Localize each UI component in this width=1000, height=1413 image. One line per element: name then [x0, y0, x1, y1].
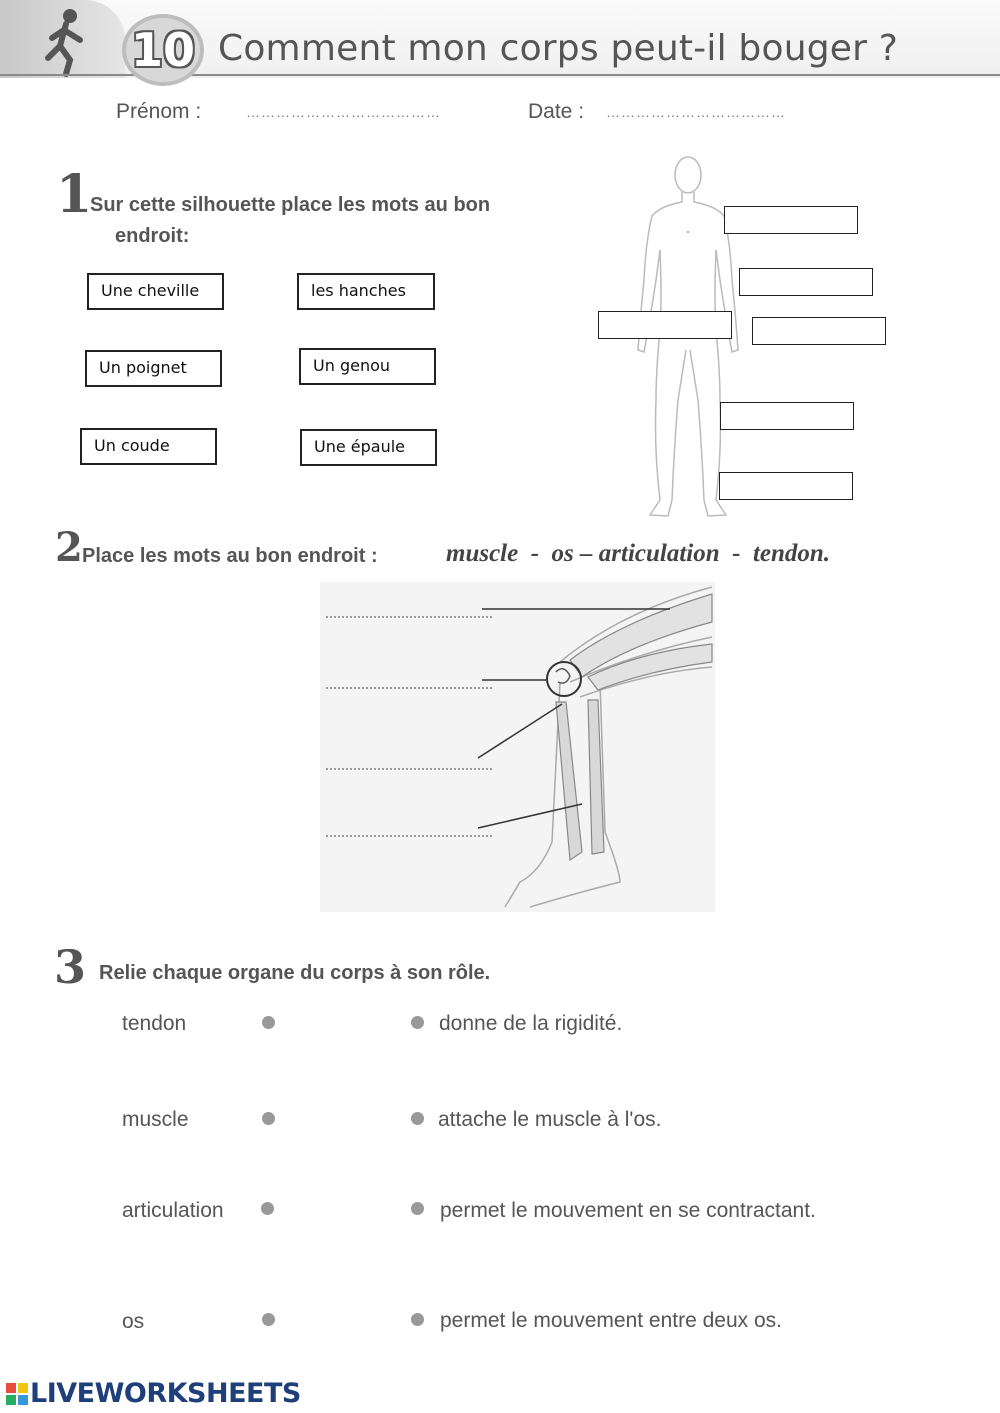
- prenom-label: Prénom :: [116, 100, 202, 123]
- date-label: Date :: [528, 100, 585, 123]
- prenom-field[interactable]: …………………………………: [246, 104, 441, 120]
- right-connector-dot[interactable]: [411, 1313, 424, 1326]
- liveworksheets-logo[interactable]: [6, 1378, 301, 1409]
- word-card[interactable]: Une épaule: [300, 429, 437, 466]
- section-1-number: 1: [56, 164, 93, 225]
- section-3-number: 3: [54, 940, 87, 994]
- leg-illustration: [320, 582, 715, 912]
- role-label: attache le muscle à l'os.: [438, 1108, 662, 1131]
- section-1-question-line2: endroit:: [115, 225, 190, 247]
- answer-box[interactable]: [752, 317, 886, 345]
- left-connector-dot[interactable]: [262, 1016, 275, 1029]
- left-connector-dot[interactable]: [262, 1313, 275, 1326]
- leg-answer-line[interactable]: [326, 687, 492, 689]
- organ-label: tendon: [122, 1012, 187, 1035]
- logo-text: LIVEWORKSHEETS: [30, 1378, 301, 1409]
- answer-box[interactable]: [720, 402, 854, 430]
- organ-label: muscle: [122, 1108, 189, 1131]
- answer-box[interactable]: [739, 268, 873, 296]
- left-connector-dot[interactable]: [261, 1202, 274, 1215]
- right-connector-dot[interactable]: [411, 1202, 424, 1215]
- word-card[interactable]: Une cheville: [87, 273, 224, 310]
- leg-answer-line[interactable]: [326, 835, 492, 837]
- leg-answer-line[interactable]: [326, 616, 492, 618]
- page-title: Comment mon corps peut-il bouger ?: [218, 28, 899, 69]
- answer-box[interactable]: [598, 311, 732, 339]
- section-2-question: Place les mots au bon endroit :: [82, 545, 378, 567]
- organ-label: articulation: [122, 1199, 224, 1222]
- answer-box[interactable]: [724, 206, 858, 234]
- date-field[interactable]: ………………………………: [606, 104, 786, 120]
- runner-icon: [0, 0, 125, 78]
- word-card[interactable]: Un poignet: [85, 350, 222, 387]
- logo-blocks-icon: [6, 1383, 28, 1405]
- runner-banner: [0, 0, 125, 78]
- word-card[interactable]: Un coude: [80, 428, 217, 465]
- word-card[interactable]: Un genou: [299, 348, 436, 385]
- left-connector-dot[interactable]: [262, 1112, 275, 1125]
- role-label: permet le mouvement en se contractant.: [440, 1199, 816, 1222]
- section-3-question: Relie chaque organe du corps à son rôle.: [99, 962, 491, 984]
- right-connector-dot[interactable]: [411, 1112, 424, 1125]
- lesson-number-badge: 10: [122, 14, 204, 86]
- right-connector-dot[interactable]: [411, 1016, 424, 1029]
- organ-label: os: [122, 1310, 145, 1333]
- role-label: donne de la rigidité.: [439, 1012, 623, 1035]
- word-card[interactable]: les hanches: [297, 273, 435, 310]
- answer-box[interactable]: [719, 472, 853, 500]
- section-2-number: 2: [55, 524, 83, 571]
- leg-answer-line[interactable]: [326, 768, 492, 770]
- section-1-question-line1: Sur cette silhouette place les mots au bon: [90, 194, 491, 216]
- section-2-word-list: muscle - os – articulation - tendon.: [446, 540, 831, 567]
- role-label: permet le mouvement entre deux os.: [440, 1309, 783, 1332]
